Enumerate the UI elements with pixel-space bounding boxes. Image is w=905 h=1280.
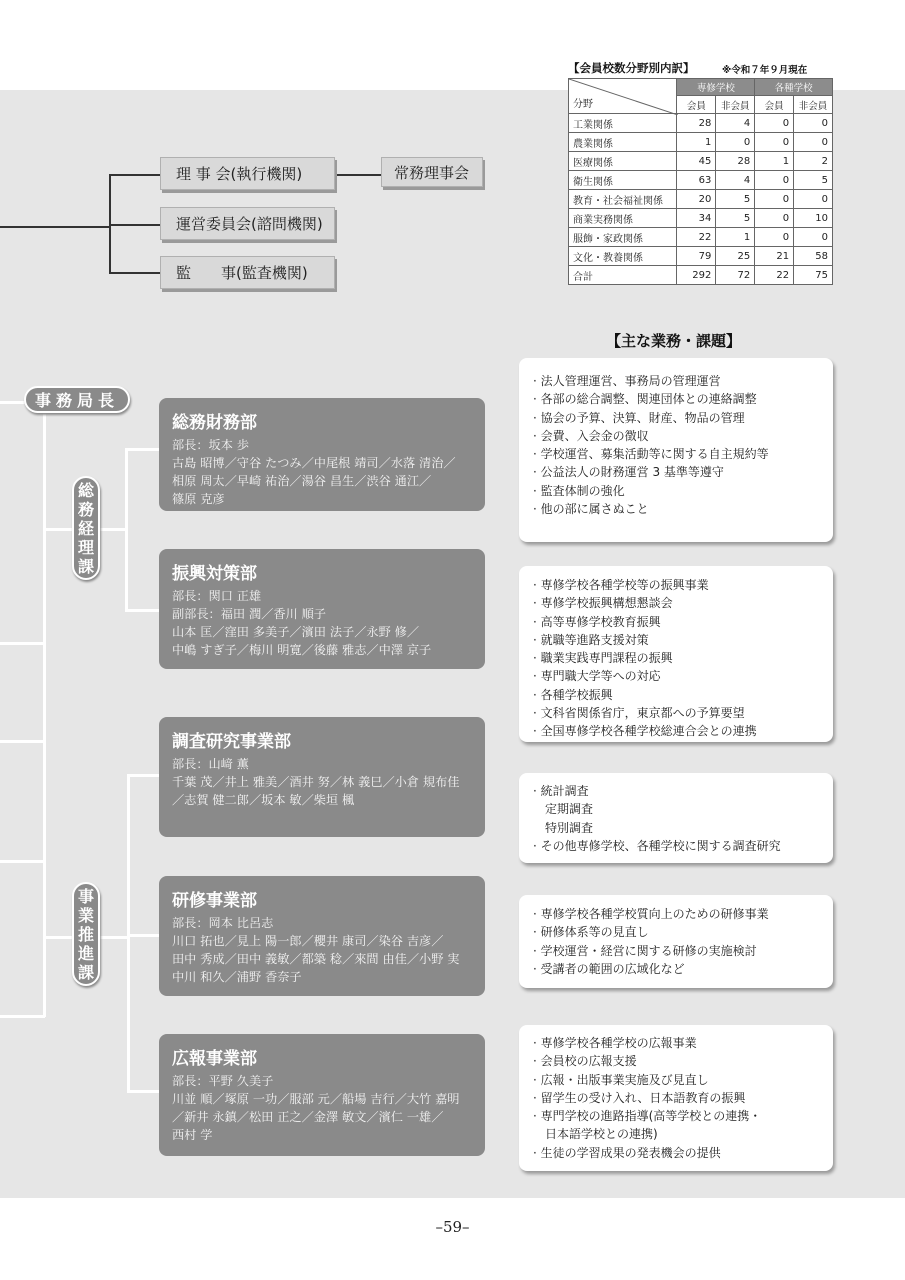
section-label-char: 進 bbox=[77, 943, 94, 963]
task-box-public-relations bbox=[519, 1025, 833, 1171]
value-cell: 20 bbox=[677, 190, 716, 209]
task-item: · 受講者の範囲の広域化など bbox=[533, 961, 685, 976]
dept-line: 中嶋 すぎ子／梅川 明寛／後藤 雅志／中澤 京子 bbox=[172, 643, 432, 657]
value-cell: 2 bbox=[794, 152, 833, 171]
dept-box-public-relations bbox=[159, 1034, 485, 1156]
value-cell: 22 bbox=[755, 266, 794, 285]
dept-line: 副部長：福田 潤／香川 順子 bbox=[172, 607, 326, 621]
connector-line bbox=[0, 1015, 45, 1018]
value-cell: 0 bbox=[755, 228, 794, 247]
business-promotion-section-label bbox=[72, 882, 100, 986]
task-item: · 全国専修学校各種学校総連合会との連携 bbox=[533, 724, 757, 739]
table-row bbox=[569, 171, 833, 190]
dept-line: 川口 拓也／見上 陽一郎／櫻井 康司／染谷 吉彦／ bbox=[172, 934, 444, 948]
dept-line: ／新井 永鎮／松田 正之／金澤 敏文／濱仁 一雄／ bbox=[172, 1110, 444, 1124]
member-table-title: 【会員校数分野別内訳】 bbox=[568, 61, 695, 75]
dept-box-training bbox=[159, 876, 485, 996]
task-item: · 専修学校各種学校の広報事業 bbox=[533, 1036, 697, 1050]
connector-line bbox=[100, 936, 129, 939]
dept-line: 部長：坂本 歩 bbox=[172, 438, 249, 452]
connector-line bbox=[43, 528, 75, 531]
value-cell: 0 bbox=[755, 209, 794, 228]
sub-header: 非会員 bbox=[794, 96, 833, 114]
field-cell: 工業関係 bbox=[569, 114, 677, 133]
board-box: 理 事 会(執行機関) bbox=[160, 157, 335, 190]
member-table-note: ※令和７年９月現在 bbox=[722, 65, 808, 76]
value-cell: 28 bbox=[716, 152, 755, 171]
task-item: · 専門学校の進路指導(高等学校との連携・ bbox=[533, 1109, 762, 1124]
value-cell: 0 bbox=[716, 133, 755, 152]
task-item: · 専修学校各種学校質向上のための研修事業 bbox=[533, 907, 769, 921]
field-cell: 農業関係 bbox=[569, 133, 677, 152]
value-cell: 21 bbox=[755, 247, 794, 266]
dept-line: 千葉 茂／井上 雅美／酒井 努／林 義巳／小倉 規布佳 bbox=[172, 775, 460, 789]
dept-name: 総務財務部 bbox=[172, 413, 257, 433]
value-cell: 0 bbox=[755, 171, 794, 190]
connector-line bbox=[127, 934, 161, 937]
task-box-research bbox=[519, 773, 833, 863]
connector-line bbox=[336, 174, 382, 176]
task-item: · 他の部に属さぬこと bbox=[533, 502, 649, 517]
dept-name: 広報事業部 bbox=[172, 1049, 257, 1069]
dept-line: 部長：関口 正雄 bbox=[172, 589, 262, 603]
task-item: · 学校運営・経営に関する研修の実施検討 bbox=[533, 943, 757, 958]
value-cell: 0 bbox=[794, 228, 833, 247]
connector-line bbox=[125, 448, 161, 451]
value-cell: 63 bbox=[677, 171, 716, 190]
value-cell: 1 bbox=[677, 133, 716, 152]
dept-box-promotion bbox=[159, 549, 485, 669]
dept-line: 部長：岡本 比呂志 bbox=[172, 916, 274, 930]
section-label-char: 務 bbox=[77, 499, 94, 519]
dept-name: 研修事業部 bbox=[172, 891, 257, 911]
connector-line bbox=[100, 528, 127, 531]
section-label-char: 課 bbox=[77, 962, 94, 982]
dept-line: 相原 周太／早崎 祐治／湯谷 昌生／渋谷 通江／ bbox=[172, 474, 432, 488]
secretary-general-label: 事務局長 bbox=[24, 386, 130, 413]
task-item: · 各部の総合調整、関連団体との連絡調整 bbox=[533, 392, 757, 407]
task-box-training bbox=[519, 895, 833, 988]
dept-box-general-finance bbox=[159, 398, 485, 511]
task-item: · 協会の予算、決算、財産、物品の管理 bbox=[533, 410, 745, 425]
connector-line bbox=[109, 174, 161, 176]
table-row bbox=[569, 152, 833, 171]
value-cell: 4 bbox=[716, 171, 755, 190]
value-cell: 22 bbox=[677, 228, 716, 247]
table-row bbox=[569, 209, 833, 228]
field-header: 分野 bbox=[573, 99, 593, 110]
dept-line: 中川 和久／浦野 香奈子 bbox=[172, 970, 302, 984]
section-label-char: 推 bbox=[77, 924, 94, 944]
sub-header: 会員 bbox=[755, 96, 794, 114]
value-cell: 5 bbox=[716, 209, 755, 228]
dept-line: 山本 匡／窪田 多美子／濱田 法子／永野 修／ bbox=[172, 625, 420, 639]
value-cell: 0 bbox=[794, 114, 833, 133]
table-row bbox=[569, 247, 833, 266]
field-cell: 商業実務関係 bbox=[569, 209, 677, 228]
section-label-char: 理 bbox=[77, 537, 94, 557]
field-cell: 文化・教養関係 bbox=[569, 247, 677, 266]
task-item: 日本語学校との連携) bbox=[533, 1127, 658, 1142]
general-affairs-section-label bbox=[72, 476, 100, 580]
dept-name: 振興対策部 bbox=[172, 564, 257, 584]
task-item: · 就職等進路支援対策 bbox=[533, 632, 649, 647]
connector-line bbox=[0, 226, 110, 228]
task-item: · 職業実践専門課程の振興 bbox=[533, 651, 673, 666]
task-item: · 各種学校振興 bbox=[533, 687, 613, 702]
steering-committee-box: 運営委員会(諮問機関) bbox=[160, 207, 335, 240]
field-header-cell bbox=[569, 79, 677, 114]
group-header: 専修学校 bbox=[677, 79, 755, 96]
field-cell: 合計 bbox=[569, 266, 677, 285]
section-label-char: 経 bbox=[77, 518, 94, 538]
value-cell: 1 bbox=[716, 228, 755, 247]
task-item: · 監査体制の強化 bbox=[533, 483, 625, 498]
value-cell: 292 bbox=[677, 266, 716, 285]
task-item: · 学校運営、募集活動等に関する自主規約等 bbox=[533, 447, 769, 462]
task-item: · 生徒の学習成果の発表機会の提供 bbox=[533, 1145, 721, 1160]
dept-line: ／志賀 健二郎／坂本 敏／柴垣 楓 bbox=[172, 793, 355, 807]
connector-line bbox=[43, 412, 46, 1017]
value-cell: 0 bbox=[794, 133, 833, 152]
task-box-general-finance bbox=[519, 358, 833, 542]
value-cell: 0 bbox=[755, 133, 794, 152]
task-item: · 統計調査 bbox=[533, 784, 589, 798]
connector-line bbox=[43, 936, 75, 939]
task-item: · 法人管理運営、事務局の管理運営 bbox=[533, 374, 721, 388]
value-cell: 1 bbox=[755, 152, 794, 171]
dept-line: 部長：山﨑 薫 bbox=[172, 757, 249, 771]
value-cell: 75 bbox=[794, 266, 833, 285]
connector-line bbox=[0, 740, 45, 743]
dept-line: 古島 昭博／守谷 たつみ／中尾根 靖司／水落 清治／ bbox=[172, 456, 456, 470]
table-row bbox=[569, 228, 833, 247]
value-cell: 0 bbox=[755, 190, 794, 209]
dept-line: 篠原 克彦 bbox=[172, 492, 225, 506]
dept-box-research bbox=[159, 717, 485, 837]
field-cell: 衛生関係 bbox=[569, 171, 677, 190]
field-cell: 医療関係 bbox=[569, 152, 677, 171]
auditor-box: 監 事(監査機関) bbox=[160, 256, 335, 289]
task-item: · 高等専修学校教育振興 bbox=[533, 614, 661, 629]
section-label-char: 事 bbox=[77, 886, 94, 906]
value-cell: 5 bbox=[794, 171, 833, 190]
task-item: · 会員校の広報支援 bbox=[533, 1054, 637, 1069]
value-cell: 0 bbox=[794, 190, 833, 209]
connector-line bbox=[125, 448, 128, 611]
value-cell: 79 bbox=[677, 247, 716, 266]
field-cell: 服飾・家政関係 bbox=[569, 228, 677, 247]
task-item: · 専修学校振興構想懇談会 bbox=[533, 596, 673, 611]
sub-header: 非会員 bbox=[716, 96, 755, 114]
connector-line bbox=[0, 401, 26, 404]
member-table bbox=[568, 78, 833, 285]
task-item: · 研修体系等の見直し bbox=[533, 925, 649, 940]
connector-line bbox=[109, 272, 161, 274]
connector-line bbox=[127, 1090, 161, 1093]
task-item: · 専門職大学等への対応 bbox=[533, 669, 661, 684]
dept-line: 川並 順／塚原 一功／服部 元／船場 吉行／大竹 嘉明 bbox=[172, 1092, 460, 1106]
value-cell: 28 bbox=[677, 114, 716, 133]
value-cell: 5 bbox=[716, 190, 755, 209]
value-cell: 58 bbox=[794, 247, 833, 266]
connector-line bbox=[125, 609, 161, 612]
dept-line: 西村 学 bbox=[172, 1128, 213, 1142]
task-item: · 広報・出版事業実施及び見直し bbox=[533, 1072, 709, 1087]
connector-line bbox=[127, 774, 130, 1092]
dept-line: 部長：平野 久美子 bbox=[172, 1074, 274, 1088]
task-item: · 留学生の受け入れ、日本語教育の振興 bbox=[533, 1090, 746, 1105]
value-cell: 0 bbox=[755, 114, 794, 133]
task-item: 定期調査 bbox=[533, 802, 594, 817]
tasks-title: 【主な業務・課題】 bbox=[606, 332, 742, 350]
managing-board-box: 常務理事会 bbox=[381, 157, 483, 187]
table-row bbox=[569, 266, 833, 285]
table-row bbox=[569, 133, 833, 152]
table-row bbox=[569, 190, 833, 209]
section-label-char: 課 bbox=[77, 556, 94, 576]
field-cell: 教育・社会福祉関係 bbox=[569, 190, 677, 209]
connector-line bbox=[0, 642, 45, 645]
task-item: · 専修学校各種学校等の振興事業 bbox=[533, 578, 709, 592]
task-box-promotion bbox=[519, 566, 833, 742]
group-header: 各種学校 bbox=[755, 79, 833, 96]
connector-line bbox=[109, 224, 161, 226]
task-item: 特別調査 bbox=[533, 820, 594, 835]
task-item: · 会費、入会金の徴収 bbox=[533, 428, 649, 443]
value-cell: 25 bbox=[716, 247, 755, 266]
member-table-body bbox=[569, 114, 833, 285]
table-row bbox=[569, 114, 833, 133]
task-item: · 文科省関係省庁，東京都への予算要望 bbox=[533, 706, 745, 721]
connector-line bbox=[0, 860, 45, 863]
diagonal-line bbox=[569, 79, 678, 115]
value-cell: 34 bbox=[677, 209, 716, 228]
sub-header: 会員 bbox=[677, 96, 716, 114]
dept-name: 調査研究事業部 bbox=[172, 732, 291, 752]
page-number: –59– bbox=[435, 1218, 470, 1236]
section-label-char: 総 bbox=[77, 480, 94, 500]
value-cell: 4 bbox=[716, 114, 755, 133]
task-item: · 公益法人の財務運営 3 基準等遵守 bbox=[533, 465, 724, 480]
connector-line bbox=[127, 774, 161, 777]
task-item: · その他専修学校、各種学校に関する調査研究 bbox=[533, 838, 781, 853]
value-cell: 10 bbox=[794, 209, 833, 228]
section-label-char: 業 bbox=[77, 905, 94, 925]
value-cell: 72 bbox=[716, 266, 755, 285]
value-cell: 45 bbox=[677, 152, 716, 171]
dept-line: 田中 秀成／田中 義敏／都築 稔／來間 由佳／小野 実 bbox=[172, 952, 460, 966]
